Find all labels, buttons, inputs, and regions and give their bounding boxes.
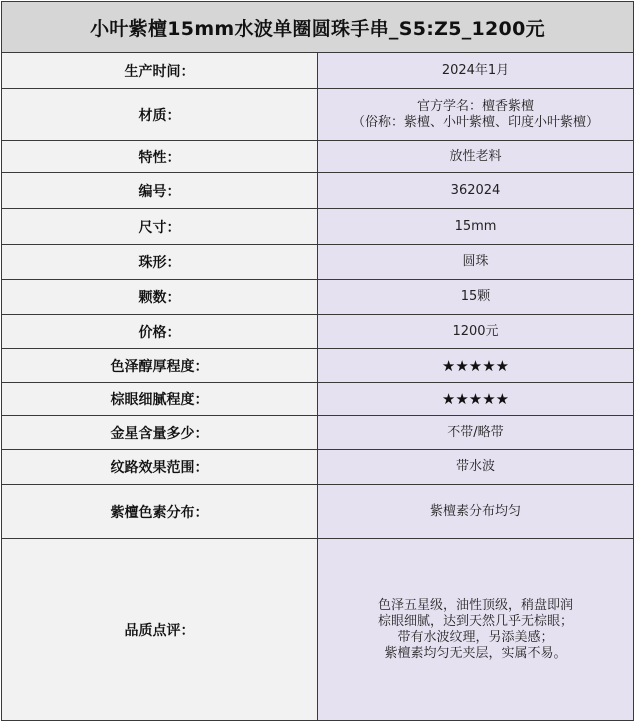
value-line: 色泽五星级，油性顶级，稍盘即润 <box>377 597 573 613</box>
row-label: 色泽醇厚程度： <box>2 349 318 383</box>
row-label: 编号： <box>2 173 318 209</box>
value-line: 紫檀素分布均匀 <box>429 503 521 519</box>
row-value <box>318 416 634 450</box>
value-line: 放性老料 <box>449 148 502 164</box>
table-row <box>2 349 634 383</box>
value-line: 1200元 <box>452 323 499 339</box>
row-value <box>318 349 634 383</box>
row-label: 尺寸： <box>2 209 318 245</box>
row-value <box>318 383 634 416</box>
value-line: 362024 <box>450 182 501 198</box>
value-line: （俗称：紫檀、小叶紫檀、印度小叶紫檀） <box>351 114 599 130</box>
value-line: 15mm <box>454 218 497 234</box>
row-label: 珠形： <box>2 245 318 280</box>
table-row <box>2 416 634 450</box>
row-value <box>318 450 634 485</box>
table-row <box>2 383 634 416</box>
table-row <box>2 245 634 280</box>
value-line: 官方学名：檀香紫檀 <box>416 98 534 114</box>
row-value <box>318 245 634 280</box>
row-value <box>318 53 634 89</box>
row-label: 纹路效果范围： <box>2 450 318 485</box>
value-line: 紫檀素均匀无夹层，实属不易。 <box>384 645 567 661</box>
table-row <box>2 280 634 315</box>
value-line: 2024年1月 <box>441 62 510 78</box>
row-label: 金星含量多少： <box>2 416 318 450</box>
value-line: 棕眼细腻，达到天然几乎无棕眼； <box>377 613 573 629</box>
table-row <box>2 89 634 141</box>
table-row <box>2 485 634 539</box>
table-row <box>2 173 634 209</box>
row-value <box>318 141 634 173</box>
spec-table <box>1 1 634 721</box>
star-rating: ★★★★★ <box>441 390 510 408</box>
row-label: 材质： <box>2 89 318 141</box>
table-row <box>2 209 634 245</box>
row-value <box>318 209 634 245</box>
value-line: 圆珠 <box>462 254 489 269</box>
row-label: 颗数： <box>2 280 318 315</box>
row-label: 紫檀色素分布： <box>2 485 318 539</box>
table-row <box>2 315 634 349</box>
row-value <box>318 539 634 721</box>
row-label: 价格： <box>2 315 318 349</box>
table-row <box>2 53 634 89</box>
row-value <box>318 315 634 349</box>
table-row <box>2 141 634 173</box>
row-value <box>318 89 634 141</box>
table-row <box>2 539 634 721</box>
row-label: 生产时间： <box>2 53 318 89</box>
row-value <box>318 173 634 209</box>
star-rating: ★★★★★ <box>441 356 510 375</box>
row-value <box>318 280 634 315</box>
value-line: 带有水波纹理，另添美感； <box>397 629 554 645</box>
row-label: 品质点评： <box>2 539 318 721</box>
value-line: 带水波 <box>455 459 495 474</box>
row-label: 棕眼细腻程度： <box>2 383 318 416</box>
table-row <box>2 450 634 485</box>
page-title: 小叶紫檀15mm水波单圈圆珠手串_S5:Z5_1200元 <box>2 2 634 53</box>
title-row <box>2 2 634 53</box>
row-label: 特性： <box>2 141 318 173</box>
value-line: 不带/略带 <box>447 424 504 440</box>
value-line: 15颗 <box>460 289 491 304</box>
row-value <box>318 485 634 539</box>
